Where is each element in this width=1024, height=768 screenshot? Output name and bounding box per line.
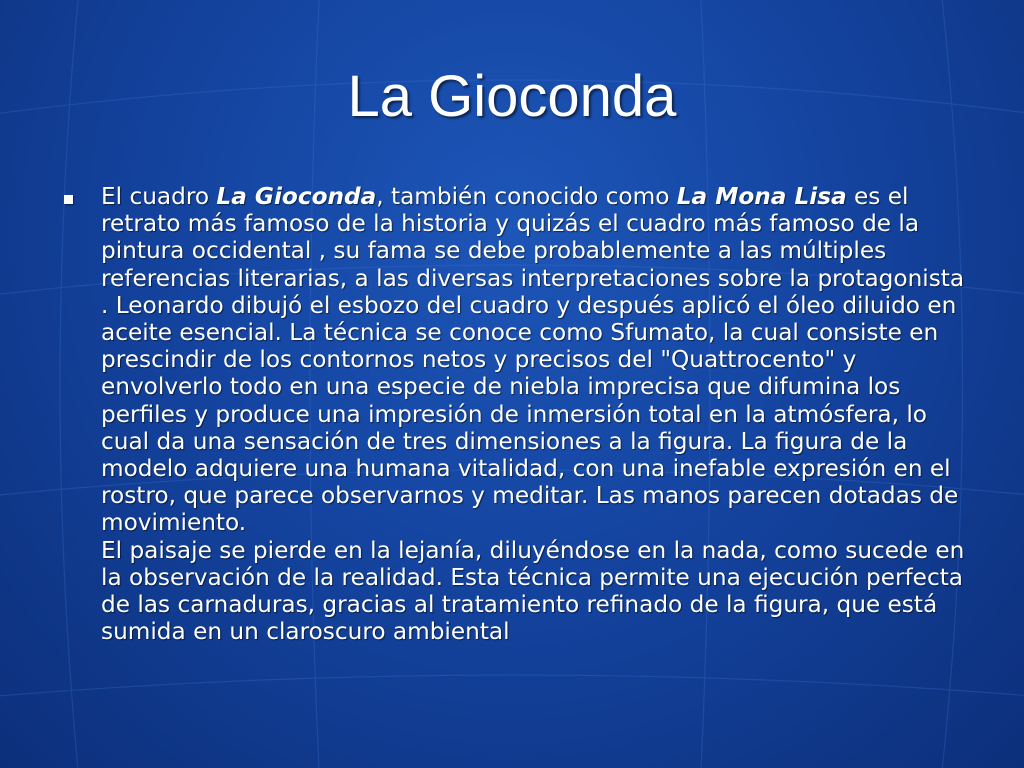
slide-title: La Gioconda — [347, 64, 677, 129]
slide-body — [58, 183, 978, 645]
paragraph-intro: El cuadro — [101, 183, 217, 210]
paragraph-rest: es el retrato más famoso de la historia y quizás el cuadro más famoso de la pintura occidental , su fama se debe probablemente a las múltiples referencias literarias, a las diversas interpretaciones sobre la protagonista . Leonardo dibujó el esbozo del cuadro y después aplicó el óleo diluido en aceite esencial. La técnica se conoce como Sfumato, la cual consiste en prescindir de los contornos netos y precisos del "Quattrocento" y envolverlo todo en una especie de niebla imprecisa que difumina los perfiles y produce una impresión de inmersión total en la atmósfera, lo cual da una sensación de tres dimensiones a la figura. La figura de la modelo adquiere una humana vitalidad, con una inefable expresión en el rostro, que parece observarnos y meditar. Las manos parecen dotadas de movimiento. — [101, 183, 965, 537]
title-emphasis-la-mona-lisa: La Mona Lisa — [676, 183, 847, 210]
bullet-icon — [64, 195, 73, 204]
title-emphasis-la-gioconda: La Gioconda — [216, 183, 377, 210]
paragraph-mid: , también conocido como — [376, 183, 677, 210]
paragraph-rest-2: El paisaje se pierde en la lejanía, diluyéndose en la nada, como sucede en la observación de la realidad. Esta técnica permite una ejecución perfecta de las carnaduras, gracias al tratamiento refinado de la figura, que está sumida en un claroscuro ambiental — [101, 536, 965, 646]
body-paragraph — [101, 183, 978, 645]
